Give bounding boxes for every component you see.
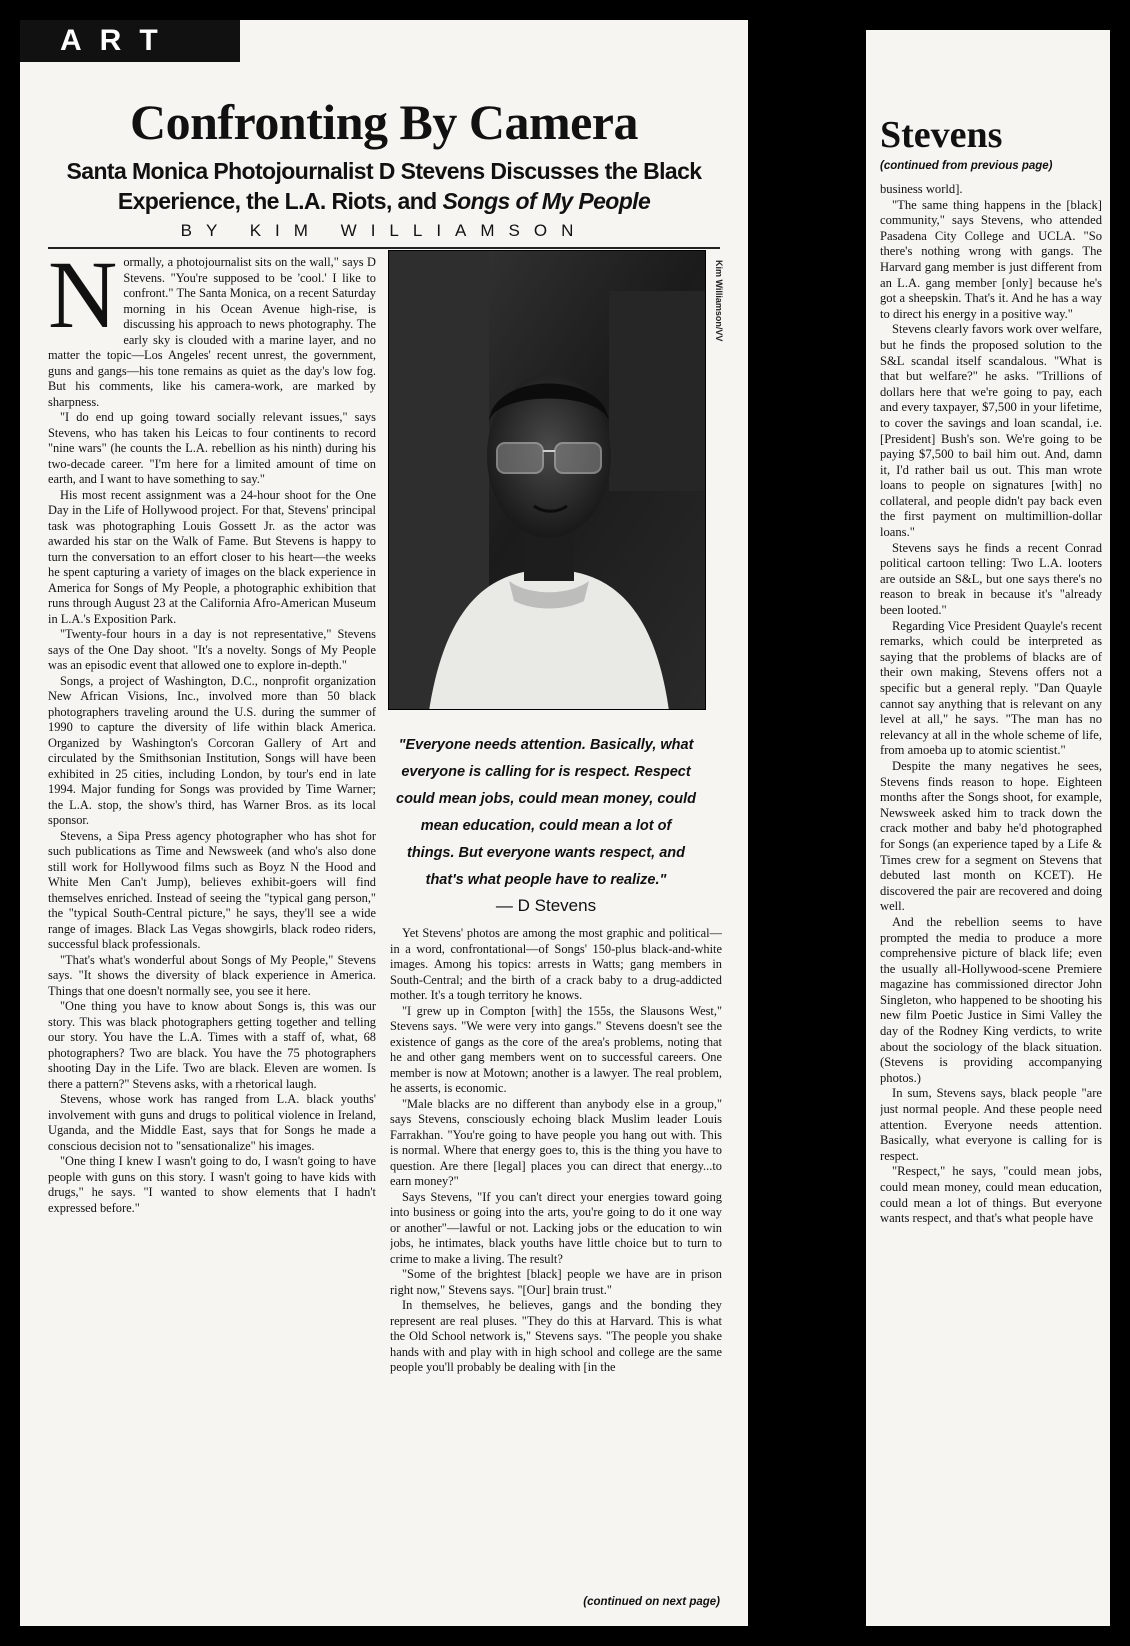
paragraph: Normally, a photojournalist sits on the wall," says D Stevens. "You're supposed to be 'cool.' I like to confront." The Santa Monica, on a recent Saturday morning in his Ocean Avenue high-rise, is discussing his approach to news photography. The early sky is clouded with a marine layer, and no matter the topic—Los Angeles' recent unrest, the government, guns and gangs—his tone remains as quiet as the day's low fog. But his comments, like his camera-work, are marked by sharpness. [48, 255, 376, 409]
paragraph: Stevens clearly favors work over welfare, but he finds the proposed solution to the S&L scandal itself scandalous. "What is that but welfare?" he asks. "Trillions of dollars here that we're going to pay, each and every taxpayer, $7,500 in your lifetime, to cover the savings and loan scandal, i.e. [President] Bush's son. We're going to be paying $7,500 to bail him out. And, damn it, I'd rather bail us out. This man wrote loans to people on signatures [with] no collateral, and people didn't pay back even the first payment on multimillion-dollar loans." [880, 322, 1102, 540]
paragraph: "Some of the brightest [black] people we have are in prison right now," Stevens says. "[Our] brain trust." [390, 1267, 722, 1297]
right-page [866, 30, 1110, 1626]
paragraph: Stevens, a Sipa Press agency photographer who has shot for such publications as Time and Newsweek (and who's also done still work for Hollywood films such as Boyz N the Hood and White Men Can't Jump), believes exhibit-goers will find themselves enriched. Instead of seeing the "typical gang person," the "typical South-Central picture," he says, they'll see a wide range of images. Black Las Vegas showgirls, black rodeo riders, successful black professionals. [48, 828, 376, 951]
paragraph: In sum, Stevens says, black people "are just normal people. And these people need attention. Everyone needs attention. Basically, what everyone is calling for is respect. [880, 1086, 1102, 1163]
paragraph: Stevens, whose work has ranged from L.A. black youths' involvement with guns and drugs to political violence in Ireland, Uganda, and the Middle East, says that for Songs he made a conscious decision not to "sensationalize" his images. [48, 1092, 376, 1153]
paragraph: business world]. [880, 182, 963, 196]
paragraph: Songs, a project of Washington, D.C., nonprofit organization New African Visions, Inc., involved more than 50 black photographers traveling around the U.S. during the summer of 1990 to capture the diversity of life within black America. Organized by Washington's Corcoran Gallery of Art and circulated by the Smithsonian Institution, Songs will have been exhibited in 25 cities, including London, by tour's end in late 1994. Major funding for Songs was provided by Time Warner; the L.A. stop, the show's third, has Warner Bros. as its local sponsor. [48, 673, 376, 827]
paragraph: "Male blacks are no different than anybody else in a group," says Stevens, consciously echoing black Muslim leader Louis Farrakhan. "You're going to have people you hang out with. This is normal. Where that energy goes to, this is the thing you have to question. Are there [legal] places you can direct that energy...to earn money?" [390, 1096, 722, 1188]
paragraph: Yet Stevens' photos are among the most graphic and political—in a word, confrontational—of Songs' 150-plus black-and-white images. Among his topics: arrests in Watts; gang members in South-Central; and the birth of a crack baby to a drug-addicted mother. It's a tough territory he knows. [390, 926, 722, 1002]
paragraph: His most recent assignment was a 24-hour shoot for the One Day in the Life of Hollywood project. For that, Stevens' principal task was photographing Louis Gossett Jr. as the actor was awarded his star on the Walk of Fame. But Stevens is happy to turn the conversation to an effort closer to his heart—the weeks he spent capturing a variety of images on the black experience in America for Songs of My People, a photographic exhibition that runs through August 23 at the California Afro-American Museum in L.A.'s Exposition Park. [48, 487, 376, 626]
deck-italic: Songs of My People [442, 188, 651, 214]
section-tag: ART [20, 20, 240, 62]
header-rule [48, 247, 720, 249]
paragraph: "That's what's wonderful about Songs of My People," Stevens says. "It shows the diversity of black experience in America. Things that one doesn't normally see, you see it here. [48, 952, 376, 998]
byline: BY KIM WILLIAMSON [180, 221, 588, 240]
left-page [20, 20, 748, 1626]
drop-cap: N [48, 255, 118, 348]
continued-from-previous: (continued from previous page) [880, 160, 1053, 172]
paragraph: And the rebellion seems to have prompted the media to produce a more comprehensive picture of black life; even the usually all-Hollywood-scene Premiere magazine has commissioned director John Singleton, who happened to be shooting his new film Poetic Justice in Simi Valley the day of the Rodney King verdicts, to write about the sociology of the black situation. (Stevens is providing accompanying photos.) [880, 914, 1102, 1085]
continuation-title: Stevens [880, 114, 1003, 156]
paragraph: "The same thing happens in the [black] community," says Stevens, who attended Pasadena City College and UCLA. "So there's nothing wrong with gangs. The Harvard gang member is just different from an L.A. gang member [only] because he's got a sheepskin. That's it. And he has a way to direct his energy in a positive way." [880, 197, 1102, 321]
paragraph: "Twenty-four hours in a day is not representative," Stevens says of the One Day shoot. "It's a novelty. Songs of My People was an episodic event that allowed one to explore in-depth." [48, 627, 376, 672]
pull-quote-attribution: — D Stevens [495, 896, 597, 915]
paragraph: "One thing I knew I wasn't going to do, I wasn't going to have people with guns on this story. I wasn't going to have kids with drugs," he says. "I wanted to show elements that I hadn't expressed before." [48, 1154, 376, 1215]
deck [40, 156, 728, 216]
paragraph: Despite the many negatives he sees, Stevens finds reason to hope. Eighteen months after the Songs shoot, for example, Newsweek asked him to track down the crack mother and baby he'd photographed for Songs (an experience taped by a Life & Times crew for a segment on Stevens that debuted last month on KCET). He discovered the pair are recovered and doing well. [880, 758, 1102, 914]
paragraph: "Respect," he says, "could mean jobs, could mean money, could mean education, could mean a lot of things. But everyone wants respect, and that's what people have [880, 1164, 1102, 1226]
photo-credit: Kim Williamson/VV [714, 260, 724, 342]
article-column-1 [48, 255, 376, 1615]
paragraph: In themselves, he believes, gangs and the bonding they represent are real pluses. "They do this at Harvard. This is what the Old School network is," Stevens says. "The people you shake hands with and play with in high school and college are the same people you'll probably be dealing with [in the [390, 1298, 722, 1374]
paragraph: Regarding Vice President Quayle's recent remarks, which could be interpreted as saying that the problems of blacks are of their own making, Stevens offers not a specific but a general reply. "Dan Quayle cannot say anything that is relevant on any level at all," he says. "The man has no relevancy at all in the whole scheme of life, from amoeba up to atomic scientist." [880, 618, 1102, 758]
portrait-image [389, 251, 706, 710]
pull-quote: "Everyone needs attention. Basically, what everyone is calling for is respect. Respect could mean jobs, could mean money, could mean education, could mean a lot of things. But everyone wants respect, and that's what people have to realize." [396, 737, 696, 888]
headline: Confronting By Camera [129, 94, 638, 150]
article-column-2 [390, 926, 722, 1616]
article-column-3 [880, 182, 1102, 1622]
paragraph: "One thing you have to know about Songs is, this was our story. This was black photographers getting together and telling our story. You have the L.A. Times with a staff of, what, 68 photographers? Two are black. You have the 75 photographers shooting Day in the Life. Two are black. Eleven are women. Is there a pattern?" Stevens asks, with a rhetorical laugh. [48, 999, 376, 1091]
paragraph: Stevens says he finds a recent Conrad political cartoon telling: Two L.A. looters are outside an S&L, but one says there's no reason to break in because it's "already been looted." [880, 540, 1102, 618]
continued-next-page: (continued on next page) [583, 1596, 720, 1608]
paragraph: Says Stevens, "If you can't direct your energies toward going into business or going into the arts, you're going to do it one way or another"—lawful or not. Lacking jobs or the education to win jobs, he intimates, black youths have little choice but to turn to crime to make a living. The result? [390, 1189, 722, 1266]
paragraph: "I grew up in Compton [with] the 155s, the Slausons West," Stevens says. "We were very into gangs." Stevens doesn't see the existence of gangs as the core of the area's problems, noting that he and other gang members went on to successful careers. One member is now at Motown; another is a lawyer. The real problem, he asserts, is economic. [390, 1003, 722, 1095]
paragraph: "I do end up going toward socially relevant issues," says Stevens, who has taken his Leicas to four continents to record "nine wars" (he counts the L.A. rebellion as his ninth) during his two-decade career. "I'm here for a limited amount of time on earth, and I want to have something to say." [48, 410, 376, 486]
portrait-photo [388, 250, 706, 710]
deck-text: Santa Monica Photojournalist D Stevens Discusses the Black Experience, the L.A. Riots, and [66, 158, 702, 214]
